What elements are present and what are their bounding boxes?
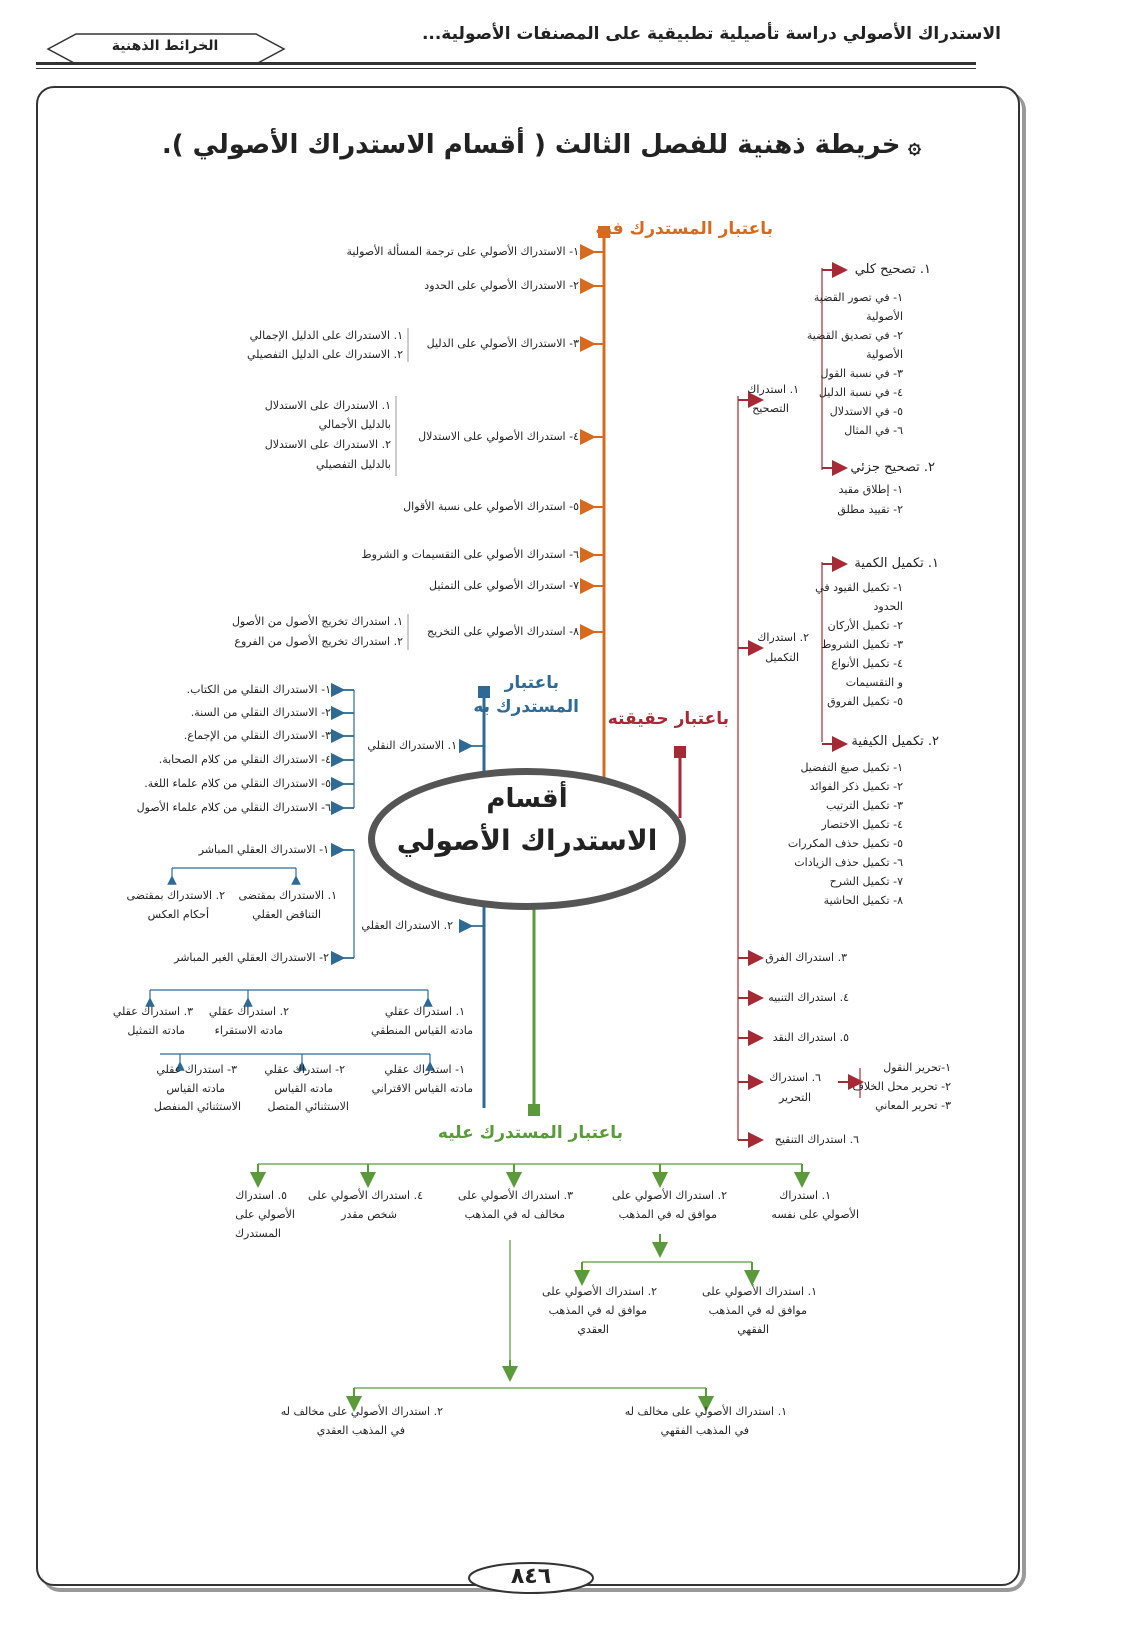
green-item-4b: شخص مقدر — [341, 1208, 397, 1221]
naqli-item-5: ٥- الاستدراك النقلي من كلام علماء اللغة. — [144, 777, 331, 790]
istidlal-sub-3: ٢. الاستدراك على الاستدلال — [264, 438, 391, 451]
kamm-item-3: ٣- تكميل الشروط — [821, 638, 903, 651]
qiyas-sub-3c: الاستثنائي المنفصل — [153, 1100, 241, 1113]
qiyas-sub-3a: ٣- استدراك عقلي — [156, 1063, 237, 1076]
green-item-3a: ٣. استدراك الأصولي على — [458, 1189, 573, 1202]
green-item-5b: الأصولي على — [235, 1208, 295, 1221]
section-tag: الخرائط الذهنية — [111, 38, 219, 54]
tahrir-node-2: التحرير — [778, 1091, 811, 1104]
green-item-5c: المستدرك — [234, 1227, 281, 1240]
flower-icon: ۞ — [900, 134, 921, 159]
aqli-direct: ١- الاستدراك العقلي المباشر — [198, 843, 329, 856]
indirect-sub-1b: مادته القياس المنطقي — [370, 1024, 473, 1037]
juzi-item-1: ١- إطلاق مقيد — [838, 483, 903, 496]
qiyas-sub-2c: الاستثنائي المتصل — [267, 1100, 349, 1113]
tashih-node-2: التصحيح — [752, 402, 789, 415]
kamm-item-2: ٢- تكميل الأركان — [827, 619, 903, 632]
kamm-item-4b: و التقسيمات — [845, 676, 903, 689]
green-item-4a: ٤. استدراك الأصولي على — [308, 1189, 423, 1202]
kulli-item-2: ٢- في تصديق القضية — [806, 329, 903, 342]
green-item-5a: ٥. استدراك — [235, 1189, 287, 1202]
takhrij-sub-2: ٢. استدراك تخريج الأصول من الفروع — [234, 635, 403, 648]
tashih-node-1: ١. استدراك — [747, 383, 799, 396]
kulli-item-1b: الأصولية — [866, 310, 903, 323]
qiyas-sub-3b: مادته القياس — [166, 1082, 225, 1095]
takmil-node-1: ٢. استدراك — [757, 631, 809, 644]
kamm-item-4: ٤- تكميل الأنواع — [831, 657, 903, 670]
kayf-item-5: ٥- تكميل حذف المكررات — [787, 837, 903, 850]
indirect-sub-2b: مادته الاستقراء — [214, 1024, 283, 1037]
orange-item-7: ٧- استدراك الأصولي على التمثيل — [429, 579, 579, 592]
qiyas-sub-2a: ٢- استدراك عقلي — [264, 1063, 345, 1076]
green-item-3b: مخالف له في المذهب — [464, 1208, 565, 1221]
hub-title-line1: أقسام — [486, 784, 568, 814]
tanqih-node: ٦. استدراك التنقيح — [774, 1133, 859, 1146]
tahrir-item-3: ٣- تحرير المعاني — [875, 1099, 951, 1112]
kayf-item-3: ٣- تكميل الترتيب — [825, 799, 903, 812]
juzi-item-2: ٢- تقييد مطلق — [837, 503, 903, 516]
muwafiq-sub-2b: موافق له في المذهب — [548, 1304, 647, 1317]
kayf-item-8: ٨- تكميل الحاشية — [823, 894, 903, 907]
page-title-text: خريطة ذهنية للفصل الثالث ( أقسام الاستدراك الأصولي ). — [161, 130, 901, 160]
takmil-kamm: ١. تكميل الكمية — [854, 556, 939, 571]
aqli-direct-sub-1a: ١. الاستدراك بمقتضى — [238, 889, 337, 902]
mukhalif-sub-1b: في المذهب الفقهي — [660, 1424, 749, 1437]
aqli-indirect: ٢- الاستدراك العقلي الغير المباشر — [174, 951, 329, 964]
kulli-item-2b: الأصولية — [866, 348, 903, 361]
orange-item-4: ٤- استدراك الأصولي على الاستدلال — [418, 430, 579, 443]
blue-heading-2: المستدرك به — [473, 697, 579, 717]
takmil-node-2: التكميل — [765, 651, 799, 664]
hub-title-line2: الاستدراك الأصولي — [396, 824, 658, 857]
green-item-2a: ٢. استدراك الأصولي على — [612, 1189, 727, 1202]
takhrij-sub-1: ١. استدراك تخريج الأصول من الأصول — [231, 615, 403, 628]
running-title: الاستدراك الأصولي دراسة تأصيلية تطبيقية على المصنفات الأصولية... — [421, 24, 1001, 44]
red-heading: باعتبار حقيقته — [607, 709, 729, 729]
indirect-sub-3b: مادته التمثيل — [127, 1024, 185, 1037]
mukhalif-sub-1a: ١. استدراك الأصولي على مخالف له — [624, 1405, 787, 1418]
kamm-item-1b: الحدود — [873, 600, 903, 613]
kamm-item-1: ١- تكميل القيود في — [815, 581, 903, 594]
indirect-sub-2a: ٢. استدراك عقلي — [208, 1005, 289, 1018]
naqli-node: ١. الاستدراك النقلي — [367, 739, 457, 752]
dalil-sub-1: ١. الاستدراك على الدليل الإجمالي — [249, 329, 403, 342]
takmil-kayf: ٢. تكميل الكيفية — [851, 734, 939, 749]
kayf-item-2: ٢- تكميل ذكر الفوائد — [809, 780, 903, 793]
orange-item-1: ١- الاستدراك الأصولي على ترجمة المسألة الأصولية — [346, 245, 579, 258]
kayf-item-6: ٦- تكميل حذف الزيادات — [794, 856, 903, 869]
kayf-item-4: ٤- تكميل الاختصار — [821, 818, 903, 831]
muwafiq-sub-2c: العقدي — [577, 1323, 609, 1336]
naqli-item-2: ٢- الاستدراك النقلي من السنة. — [190, 706, 331, 719]
green-item-1b: الأصولي على نفسه — [771, 1208, 859, 1221]
kayf-item-7: ٧- تكميل الشرح — [829, 875, 903, 888]
naqli-item-1: ١- الاستدراك النقلي من الكتاب. — [186, 683, 331, 696]
istidlal-sub-1: ١. الاستدراك على الاستدلال — [264, 399, 391, 412]
naqli-item-4: ٤- الاستدراك النقلي من كلام الصحابة. — [158, 753, 331, 766]
kulli-item-3: ٣- في نسبة القول — [820, 367, 903, 380]
tahrir-item-2: ٢- تحرير محل الخلاف — [852, 1080, 951, 1093]
tahrir-item-1: ١-تحرير النقول — [883, 1061, 951, 1074]
orange-item-3: ٣- الاستدراك الأصولي على الدليل — [426, 337, 579, 350]
kulli-item-5: ٥- في الاستدلال — [829, 405, 903, 418]
aqli-direct-sub-2b: أحكام العكس — [147, 908, 209, 921]
green-heading: باعتبار المستدرك عليه — [437, 1123, 623, 1143]
mukhalif-sub-2b: في المذهب العقدي — [316, 1424, 405, 1437]
orange-heading: باعتبار المستدرك فيه — [595, 219, 773, 239]
tashih-kulli: ١. تصحيح كلي — [854, 262, 931, 277]
qiyas-sub-2b: مادته القياس — [274, 1082, 333, 1095]
indirect-sub-3a: ٣. استدراك عقلي — [112, 1005, 193, 1018]
kulli-item-1: ١- في تصور القضية — [813, 291, 903, 304]
tashih-juzi: ٢. تصحيح جزئي — [850, 460, 935, 475]
kayf-item-1: ١- تكميل صيغ التفضيل — [800, 761, 903, 774]
kamm-item-5: ٥- تكميل الفروق — [827, 695, 903, 708]
istidlal-sub-4: بالدليل التفصيلي — [316, 458, 391, 471]
istidlal-sub-2: بالدليل الأجمالي — [318, 418, 391, 431]
orange-item-2: ٢- الاستدراك الأصولي على الحدود — [424, 279, 579, 292]
naqli-item-3: ٣- الاستدراك النقلي من الإجماع. — [183, 729, 331, 742]
muwafiq-sub-1b: موافق له في المذهب — [708, 1304, 807, 1317]
orange-item-6: ٦- استدراك الأصولي على التقسيمات و الشروط — [361, 548, 579, 561]
qiyas-sub-1b: مادته القياس الاقتراني — [371, 1082, 473, 1095]
qiyas-sub-1a: ١- استدراك عقلي — [384, 1063, 465, 1076]
naqli-item-6: ٦- الاستدراك النقلي من كلام علماء الأصول — [136, 801, 331, 814]
orange-item-8: ٨- استدراك الأصولي على التخريج — [427, 625, 579, 638]
aqli-direct-sub-1b: التناقض العقلي — [252, 908, 321, 921]
muwafiq-sub-1c: الفقهي — [737, 1323, 769, 1336]
naqd-node: ٥. استدراك النقد — [772, 1031, 849, 1044]
blue-heading-1: باعتبار — [504, 673, 559, 693]
green-item-1a: ١. استدراك — [779, 1189, 831, 1202]
tanbih-node: ٤. استدراك التنبيه — [768, 991, 849, 1004]
muwafiq-sub-2a: ٢. استدراك الأصولي على — [542, 1285, 657, 1298]
green-item-2b: موافق له في المذهب — [618, 1208, 717, 1221]
kulli-item-4: ٤- في نسبة الدليل — [818, 386, 903, 399]
muwafiq-sub-1a: ١. استدراك الأصولي على — [702, 1285, 817, 1298]
mukhalif-sub-2a: ٢. استدراك الأصولي على مخالف له — [280, 1405, 443, 1418]
page-number: ٨٤٦ — [510, 1564, 552, 1589]
dalil-sub-2: ٢. الاستدراك على الدليل التفصيلي — [247, 348, 403, 361]
kulli-item-6: ٦- في المثال — [844, 424, 903, 437]
orange-item-5: ٥- استدراك الأصولي على نسبة الأقوال — [403, 500, 579, 513]
aqli-node: ٢. الاستدراك العقلي — [361, 919, 453, 932]
aqli-direct-sub-2a: ٢. الاستدراك بمقتضى — [126, 889, 225, 902]
tahrir-node-1: ٦. استدراك — [769, 1071, 821, 1084]
indirect-sub-1a: ١. استدراك عقلي — [384, 1005, 465, 1018]
farq-node: ٣. استدراك الفرق — [765, 951, 847, 964]
